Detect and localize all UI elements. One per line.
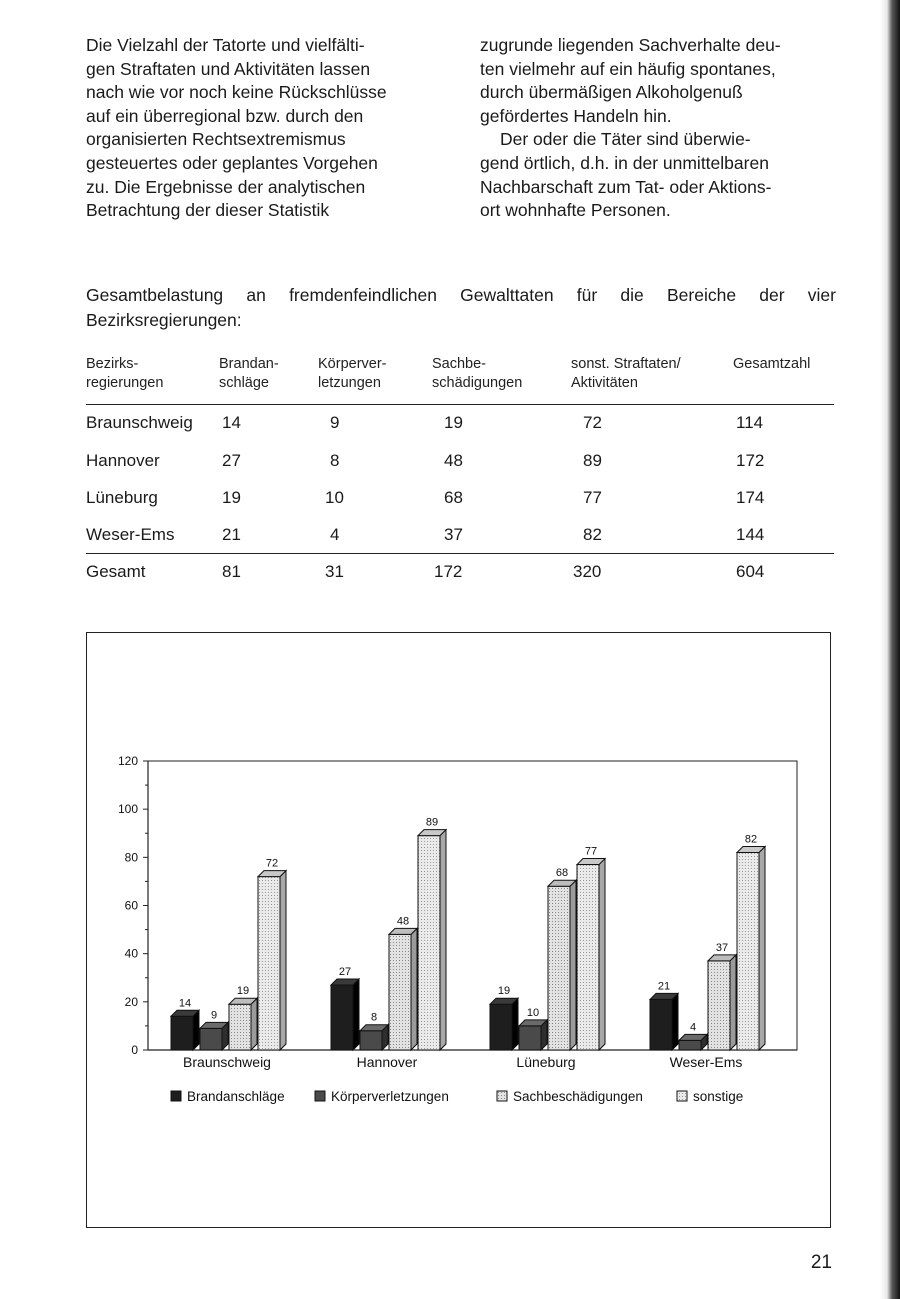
right-line: gefördertes Handeln hin.	[480, 105, 672, 126]
bar-2-3	[708, 961, 730, 1050]
right-line: ten vielmehr auf ein häufig spontanes,	[480, 58, 776, 79]
row-brand: 21	[222, 525, 241, 544]
total-sonst: 320	[573, 562, 602, 581]
row-sonst: 77	[583, 488, 602, 507]
left-line: auf ein überregional bzw. durch den	[86, 105, 364, 126]
left-text-column	[86, 34, 436, 223]
y-tick-label: 20	[124, 994, 138, 1009]
row-gesamt: 172	[736, 451, 765, 470]
bar-value-label: 10	[526, 1006, 540, 1019]
header-line: Bezirks-	[86, 356, 139, 372]
bar-1-2	[519, 1026, 541, 1050]
header-sachbeschaedigungen	[432, 355, 522, 393]
row-region: Weser-Ems	[86, 525, 175, 544]
bar-value-label: 68	[555, 867, 569, 880]
x-tick-label: Braunschweig	[183, 1054, 271, 1070]
right-line: durch übermäßigen Alkoholgenuß	[480, 82, 743, 103]
y-tick-label: 40	[124, 946, 138, 961]
bar-side	[251, 998, 257, 1050]
bar-2-1	[389, 934, 411, 1050]
right-text-column	[480, 34, 842, 223]
legend-label: Sachbeschädigungen	[513, 1089, 643, 1104]
legend-swatch	[171, 1091, 181, 1101]
bar-side	[759, 847, 765, 1050]
total-label: Gesamt	[86, 562, 146, 581]
right-line: ort wohnhafte Personen.	[480, 200, 671, 221]
legend-swatch	[677, 1091, 687, 1101]
right-line: Der oder die Täter sind überwie-	[500, 129, 751, 150]
bar-value-label: 37	[715, 941, 729, 954]
table-intro-heading: Gesamtbelastung an fremdenfeindlichen Gewalttaten für die Bereiche der vier Bezirksregierungen:	[86, 285, 836, 330]
bar-value-label: 21	[657, 980, 671, 993]
table-header-rule	[86, 404, 834, 405]
legend-label: sonstige	[693, 1089, 744, 1104]
bar-1-0	[200, 1028, 222, 1050]
bar-side	[672, 993, 678, 1050]
header-gesamtzahl	[733, 355, 810, 374]
header-line: regierungen	[86, 375, 164, 391]
row-koerper: 9	[330, 413, 340, 432]
bar-2-0	[229, 1004, 251, 1050]
bar-1-1	[360, 1031, 382, 1050]
row-koerper: 4	[330, 525, 340, 544]
bar-side	[512, 998, 518, 1050]
row-gesamt: 174	[736, 488, 765, 507]
left-line: organisierten Rechtsextremismus	[86, 129, 346, 150]
bar-value-label: 72	[265, 857, 279, 870]
chart-frame	[86, 632, 831, 1228]
left-line: nach wie vor noch keine Rückschlüsse	[86, 82, 387, 103]
header-line: Sachbe-	[432, 356, 487, 372]
bar-side	[599, 859, 605, 1050]
bar-1-3	[679, 1040, 701, 1050]
left-line: zu. Die Ergebnisse der analytischen	[86, 176, 366, 197]
y-tick-label: 120	[117, 754, 138, 768]
row-brand: 19	[222, 488, 241, 507]
row-region: Lüneburg	[86, 488, 158, 507]
left-line: Die Vielzahl der Tatorte und vielfälti-	[86, 35, 365, 55]
total-sach: 172	[434, 562, 463, 581]
bar-2-2	[548, 886, 570, 1050]
row-gesamt: 114	[736, 413, 764, 432]
bar-value-label: 19	[236, 985, 250, 998]
y-tick-label: 0	[131, 1043, 138, 1057]
left-line: gesteuertes oder geplantes Vorgehen	[86, 152, 378, 173]
row-sonst: 72	[583, 413, 602, 432]
x-tick-label: Lüneburg	[516, 1054, 576, 1070]
x-tick-label: Hannover	[356, 1054, 418, 1070]
y-tick-label: 60	[124, 898, 138, 913]
header-line: Körperver-	[318, 356, 387, 372]
bar-side	[440, 830, 446, 1050]
bar-3-1	[418, 836, 440, 1050]
row-sach: 68	[444, 488, 463, 507]
legend-label: Körperverletzungen	[331, 1089, 449, 1104]
bar-chart	[87, 633, 832, 1229]
x-tick-label: Weser-Ems	[669, 1054, 743, 1070]
left-line: gen Straftaten und Aktivitäten lassen	[86, 58, 371, 79]
bar-value-label: 48	[396, 915, 410, 928]
row-sach: 19	[444, 413, 463, 432]
bar-value-label: 77	[584, 845, 598, 858]
bar-side	[193, 1010, 199, 1050]
bar-value-label: 14	[178, 997, 192, 1010]
row-gesamt: 144	[736, 525, 765, 544]
header-line: schädigungen	[432, 375, 523, 391]
legend-swatch	[497, 1091, 507, 1101]
header-koerperverletzungen	[318, 355, 387, 393]
bar-side	[353, 979, 359, 1050]
header-brandanschlaege	[219, 355, 279, 393]
bar-value-label: 27	[338, 965, 352, 978]
bar-value-label: 8	[370, 1011, 378, 1024]
header-line: Brandan-	[219, 356, 279, 372]
header-line: Aktivitäten	[571, 375, 638, 391]
right-line: zugrunde liegenden Sachverhalte deu-	[480, 35, 781, 55]
total-koerper: 31	[325, 562, 344, 581]
bar-value-label: 9	[210, 1009, 218, 1022]
bar-value-label: 89	[425, 816, 439, 829]
row-brand: 27	[222, 451, 241, 470]
page-number: 21	[810, 1252, 832, 1273]
bar-side	[280, 871, 286, 1050]
header-bezirksregierungen	[86, 355, 163, 393]
header-line: schläge	[219, 375, 269, 391]
left-line: Betrachtung der dieser Statistik	[86, 200, 330, 221]
total-brand: 81	[222, 562, 241, 581]
row-region: Braunschweig	[86, 413, 193, 432]
bar-value-label: 19	[497, 985, 511, 998]
row-sach: 48	[444, 451, 463, 470]
row-koerper: 10	[325, 488, 344, 507]
bar-value-label: 4	[689, 1021, 697, 1034]
header-line: sonst. Straftaten/	[571, 356, 681, 372]
page-binding-edge	[880, 0, 900, 1299]
row-koerper: 8	[330, 451, 340, 470]
bar-3-2	[577, 865, 599, 1050]
row-sonst: 89	[583, 451, 602, 470]
bar-0-1	[331, 985, 353, 1050]
bar-side	[730, 955, 736, 1050]
y-tick-label: 100	[117, 802, 138, 817]
header-line: Gesamtzahl	[733, 356, 811, 372]
header-line: letzungen	[318, 375, 381, 391]
header-sonstige	[571, 355, 681, 393]
right-line: Nachbarschaft zum Tat- oder Aktions-	[480, 176, 772, 197]
row-region: Hannover	[86, 451, 160, 470]
total-gesamt: 604	[736, 562, 765, 581]
row-brand: 14	[222, 413, 241, 432]
table-total-rule	[86, 553, 834, 554]
bar-3-3	[737, 853, 759, 1050]
right-line: gend örtlich, d.h. in der unmittelbaren	[480, 152, 769, 173]
row-sach: 37	[444, 525, 463, 544]
legend-swatch	[315, 1091, 325, 1101]
bar-0-3	[650, 999, 672, 1050]
y-tick-label: 80	[124, 850, 138, 865]
bar-side	[570, 880, 576, 1050]
bar-value-label: 82	[744, 833, 758, 846]
bar-side	[411, 928, 417, 1050]
bar-0-0	[171, 1016, 193, 1050]
row-sonst: 82	[583, 525, 602, 544]
bar-0-2	[490, 1004, 512, 1050]
bar-3-0	[258, 877, 280, 1050]
legend-label: Brandanschläge	[187, 1089, 285, 1104]
